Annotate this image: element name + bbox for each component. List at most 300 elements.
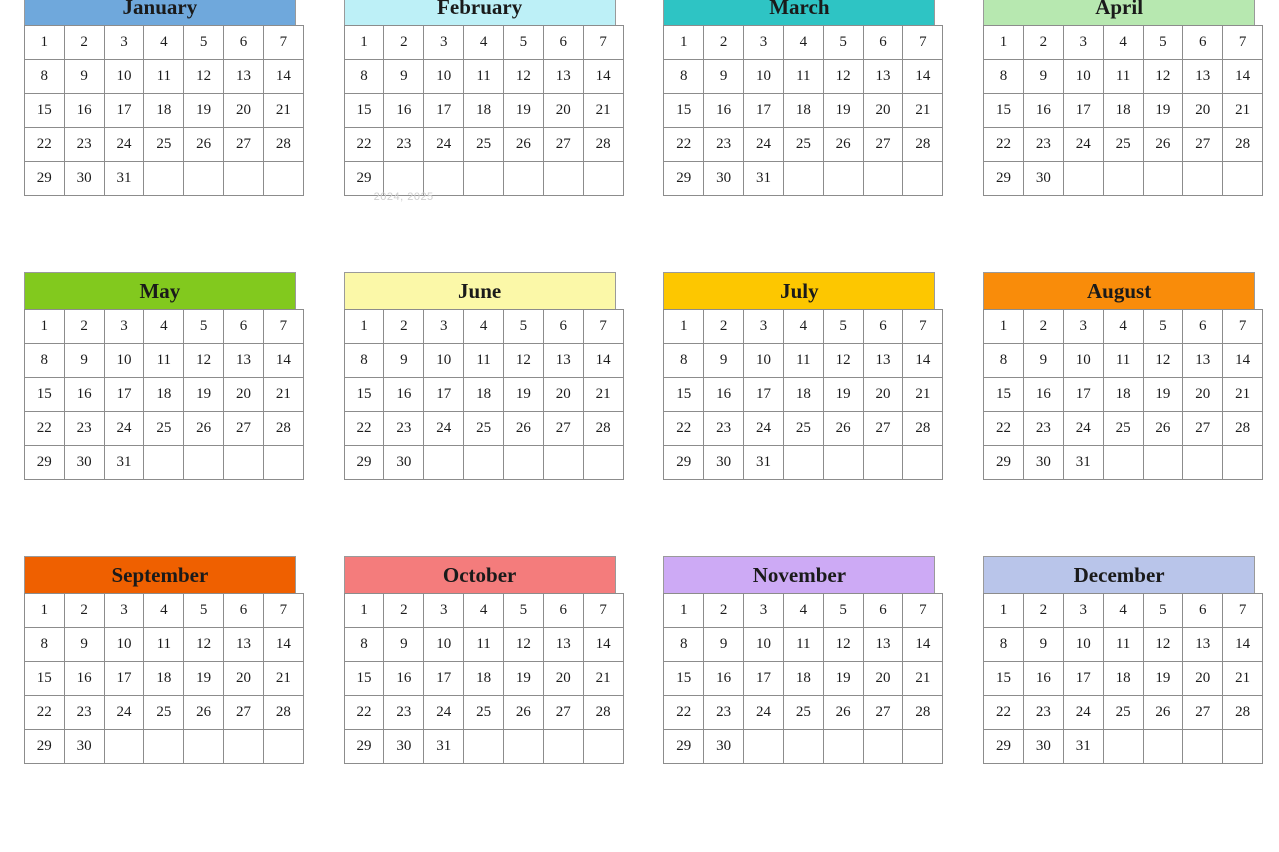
day-cell[interactable]: 4 bbox=[464, 310, 504, 344]
day-cell[interactable]: 2 bbox=[1023, 310, 1063, 344]
day-cell[interactable]: 30 bbox=[704, 162, 744, 196]
day-cell[interactable]: 19 bbox=[184, 378, 224, 412]
day-cell[interactable]: 30 bbox=[704, 730, 744, 764]
day-cell[interactable]: 3 bbox=[1063, 594, 1103, 628]
day-cell[interactable]: 6 bbox=[224, 310, 264, 344]
day-cell[interactable]: 27 bbox=[224, 412, 264, 446]
day-cell[interactable]: 28 bbox=[583, 128, 623, 162]
day-cell[interactable]: 6 bbox=[543, 594, 583, 628]
day-cell[interactable]: 12 bbox=[1143, 344, 1183, 378]
day-cell[interactable]: 24 bbox=[744, 696, 784, 730]
day-cell[interactable]: 17 bbox=[424, 662, 464, 696]
day-cell[interactable]: 1 bbox=[344, 310, 384, 344]
day-cell[interactable]: 13 bbox=[224, 60, 264, 94]
day-cell[interactable]: 8 bbox=[24, 60, 64, 94]
day-cell[interactable]: 26 bbox=[1143, 696, 1183, 730]
day-cell[interactable]: 20 bbox=[224, 662, 264, 696]
day-cell[interactable]: 14 bbox=[903, 344, 943, 378]
day-cell[interactable]: 17 bbox=[744, 662, 784, 696]
day-cell[interactable]: 14 bbox=[583, 344, 623, 378]
day-cell[interactable]: 4 bbox=[783, 26, 823, 60]
day-cell[interactable]: 18 bbox=[464, 378, 504, 412]
day-cell[interactable]: 21 bbox=[903, 378, 943, 412]
day-cell[interactable]: 7 bbox=[1223, 26, 1263, 60]
day-cell[interactable]: 25 bbox=[1103, 412, 1143, 446]
day-cell[interactable]: 1 bbox=[984, 310, 1024, 344]
day-cell[interactable]: 24 bbox=[1063, 128, 1103, 162]
day-cell[interactable]: 12 bbox=[184, 60, 224, 94]
day-cell[interactable]: 6 bbox=[543, 26, 583, 60]
day-cell[interactable]: 22 bbox=[664, 128, 704, 162]
day-cell[interactable]: 16 bbox=[64, 662, 104, 696]
day-cell[interactable]: 2 bbox=[704, 594, 744, 628]
day-cell[interactable]: 20 bbox=[224, 378, 264, 412]
day-cell[interactable]: 19 bbox=[184, 94, 224, 128]
day-cell[interactable]: 22 bbox=[344, 412, 384, 446]
day-cell[interactable]: 17 bbox=[104, 662, 144, 696]
day-cell[interactable]: 4 bbox=[144, 594, 184, 628]
day-cell[interactable]: 26 bbox=[823, 128, 863, 162]
day-cell[interactable]: 12 bbox=[504, 60, 544, 94]
day-cell[interactable]: 7 bbox=[903, 594, 943, 628]
day-cell[interactable]: 3 bbox=[1063, 26, 1103, 60]
day-cell[interactable]: 15 bbox=[344, 378, 384, 412]
day-cell[interactable]: 22 bbox=[24, 696, 64, 730]
day-cell[interactable]: 3 bbox=[424, 594, 464, 628]
day-cell[interactable]: 22 bbox=[984, 412, 1024, 446]
day-cell[interactable]: 25 bbox=[144, 128, 184, 162]
day-cell[interactable]: 17 bbox=[424, 94, 464, 128]
day-cell[interactable]: 31 bbox=[104, 446, 144, 480]
day-cell[interactable]: 5 bbox=[184, 594, 224, 628]
day-cell[interactable]: 23 bbox=[1023, 128, 1063, 162]
day-cell[interactable]: 29 bbox=[664, 446, 704, 480]
day-cell[interactable]: 5 bbox=[1143, 26, 1183, 60]
day-cell[interactable]: 22 bbox=[664, 412, 704, 446]
day-cell[interactable]: 27 bbox=[1183, 412, 1223, 446]
day-cell[interactable]: 11 bbox=[144, 344, 184, 378]
day-cell[interactable]: 10 bbox=[1063, 344, 1103, 378]
day-cell[interactable]: 10 bbox=[104, 60, 144, 94]
day-cell[interactable]: 30 bbox=[1023, 730, 1063, 764]
day-cell[interactable]: 21 bbox=[583, 378, 623, 412]
day-cell[interactable]: 31 bbox=[104, 162, 144, 196]
day-cell[interactable]: 2 bbox=[64, 310, 104, 344]
day-cell[interactable]: 17 bbox=[1063, 662, 1103, 696]
day-cell[interactable]: 2 bbox=[704, 26, 744, 60]
day-cell[interactable]: 20 bbox=[224, 94, 264, 128]
day-cell[interactable]: 3 bbox=[1063, 310, 1103, 344]
day-cell[interactable]: 5 bbox=[823, 310, 863, 344]
day-cell[interactable]: 9 bbox=[704, 628, 744, 662]
day-cell[interactable]: 18 bbox=[144, 378, 184, 412]
day-cell[interactable]: 4 bbox=[1103, 26, 1143, 60]
day-cell[interactable]: 26 bbox=[184, 696, 224, 730]
day-cell[interactable]: 31 bbox=[424, 730, 464, 764]
day-cell[interactable]: 16 bbox=[1023, 378, 1063, 412]
day-cell[interactable]: 3 bbox=[104, 26, 144, 60]
day-cell[interactable]: 1 bbox=[664, 26, 704, 60]
day-cell[interactable]: 13 bbox=[1183, 344, 1223, 378]
day-cell[interactable]: 14 bbox=[1223, 60, 1263, 94]
day-cell[interactable]: 20 bbox=[1183, 662, 1223, 696]
day-cell[interactable]: 13 bbox=[863, 344, 903, 378]
day-cell[interactable]: 23 bbox=[384, 128, 424, 162]
day-cell[interactable]: 28 bbox=[263, 412, 303, 446]
day-cell[interactable]: 8 bbox=[344, 344, 384, 378]
day-cell[interactable]: 1 bbox=[344, 594, 384, 628]
day-cell[interactable]: 25 bbox=[1103, 128, 1143, 162]
day-cell[interactable]: 18 bbox=[783, 378, 823, 412]
day-cell[interactable]: 27 bbox=[863, 128, 903, 162]
day-cell[interactable]: 22 bbox=[984, 128, 1024, 162]
day-cell[interactable]: 10 bbox=[104, 344, 144, 378]
day-cell[interactable]: 20 bbox=[1183, 378, 1223, 412]
day-cell[interactable]: 11 bbox=[1103, 344, 1143, 378]
day-cell[interactable]: 21 bbox=[1223, 378, 1263, 412]
day-cell[interactable]: 1 bbox=[24, 26, 64, 60]
day-cell[interactable]: 24 bbox=[424, 412, 464, 446]
day-cell[interactable]: 27 bbox=[1183, 128, 1223, 162]
day-cell[interactable]: 1 bbox=[984, 594, 1024, 628]
day-cell[interactable]: 22 bbox=[24, 128, 64, 162]
day-cell[interactable]: 30 bbox=[64, 162, 104, 196]
day-cell[interactable]: 10 bbox=[424, 344, 464, 378]
day-cell[interactable]: 24 bbox=[104, 128, 144, 162]
day-cell[interactable]: 21 bbox=[583, 662, 623, 696]
day-cell[interactable]: 6 bbox=[863, 594, 903, 628]
day-cell[interactable]: 26 bbox=[1143, 128, 1183, 162]
day-cell[interactable]: 12 bbox=[184, 628, 224, 662]
day-cell[interactable]: 27 bbox=[1183, 696, 1223, 730]
day-cell[interactable]: 8 bbox=[984, 60, 1024, 94]
day-cell[interactable]: 5 bbox=[823, 26, 863, 60]
day-cell[interactable]: 19 bbox=[504, 94, 544, 128]
day-cell[interactable]: 5 bbox=[504, 26, 544, 60]
day-cell[interactable]: 16 bbox=[384, 378, 424, 412]
day-cell[interactable]: 5 bbox=[1143, 594, 1183, 628]
day-cell[interactable]: 3 bbox=[744, 594, 784, 628]
day-cell[interactable]: 30 bbox=[1023, 446, 1063, 480]
day-cell[interactable]: 2 bbox=[384, 594, 424, 628]
day-cell[interactable]: 22 bbox=[984, 696, 1024, 730]
day-cell[interactable]: 3 bbox=[104, 310, 144, 344]
day-cell[interactable]: 21 bbox=[583, 94, 623, 128]
day-cell[interactable]: 27 bbox=[224, 696, 264, 730]
day-cell[interactable]: 11 bbox=[464, 60, 504, 94]
day-cell[interactable]: 21 bbox=[263, 662, 303, 696]
day-cell[interactable]: 17 bbox=[104, 378, 144, 412]
day-cell[interactable]: 6 bbox=[1183, 26, 1223, 60]
day-cell[interactable]: 12 bbox=[184, 344, 224, 378]
day-cell[interactable]: 7 bbox=[263, 26, 303, 60]
day-cell[interactable]: 4 bbox=[1103, 594, 1143, 628]
day-cell[interactable]: 28 bbox=[263, 696, 303, 730]
day-cell[interactable]: 17 bbox=[744, 94, 784, 128]
day-cell[interactable]: 23 bbox=[704, 696, 744, 730]
day-cell[interactable]: 24 bbox=[104, 696, 144, 730]
day-cell[interactable]: 9 bbox=[64, 344, 104, 378]
day-cell[interactable]: 5 bbox=[823, 594, 863, 628]
day-cell[interactable]: 9 bbox=[1023, 60, 1063, 94]
day-cell[interactable]: 13 bbox=[543, 60, 583, 94]
day-cell[interactable]: 17 bbox=[104, 94, 144, 128]
day-cell[interactable]: 12 bbox=[504, 628, 544, 662]
day-cell[interactable]: 28 bbox=[903, 412, 943, 446]
day-cell[interactable]: 24 bbox=[424, 696, 464, 730]
day-cell[interactable]: 22 bbox=[24, 412, 64, 446]
day-cell[interactable]: 18 bbox=[783, 94, 823, 128]
day-cell[interactable]: 12 bbox=[1143, 628, 1183, 662]
day-cell[interactable]: 15 bbox=[664, 662, 704, 696]
day-cell[interactable]: 5 bbox=[504, 594, 544, 628]
day-cell[interactable]: 15 bbox=[344, 662, 384, 696]
day-cell[interactable]: 7 bbox=[903, 310, 943, 344]
day-cell[interactable]: 22 bbox=[344, 128, 384, 162]
day-cell[interactable]: 21 bbox=[263, 94, 303, 128]
day-cell[interactable]: 13 bbox=[863, 60, 903, 94]
day-cell[interactable]: 14 bbox=[1223, 344, 1263, 378]
day-cell[interactable]: 23 bbox=[704, 128, 744, 162]
day-cell[interactable]: 5 bbox=[504, 310, 544, 344]
day-cell[interactable]: 7 bbox=[583, 26, 623, 60]
day-cell[interactable]: 27 bbox=[863, 696, 903, 730]
day-cell[interactable]: 15 bbox=[984, 662, 1024, 696]
day-cell[interactable]: 14 bbox=[583, 628, 623, 662]
day-cell[interactable]: 23 bbox=[384, 412, 424, 446]
day-cell[interactable]: 21 bbox=[903, 94, 943, 128]
day-cell[interactable]: 2 bbox=[384, 26, 424, 60]
day-cell[interactable]: 30 bbox=[704, 446, 744, 480]
day-cell[interactable]: 4 bbox=[783, 310, 823, 344]
day-cell[interactable]: 6 bbox=[224, 26, 264, 60]
day-cell[interactable]: 3 bbox=[744, 310, 784, 344]
day-cell[interactable]: 28 bbox=[1223, 128, 1263, 162]
day-cell[interactable]: 10 bbox=[1063, 60, 1103, 94]
day-cell[interactable]: 16 bbox=[384, 94, 424, 128]
day-cell[interactable]: 14 bbox=[903, 60, 943, 94]
day-cell[interactable]: 3 bbox=[744, 26, 784, 60]
day-cell[interactable]: 9 bbox=[384, 628, 424, 662]
day-cell[interactable]: 11 bbox=[783, 344, 823, 378]
day-cell[interactable]: 27 bbox=[863, 412, 903, 446]
day-cell[interactable]: 15 bbox=[664, 94, 704, 128]
day-cell[interactable]: 12 bbox=[823, 628, 863, 662]
day-cell[interactable]: 11 bbox=[144, 60, 184, 94]
day-cell[interactable]: 20 bbox=[863, 378, 903, 412]
day-cell[interactable]: 24 bbox=[744, 412, 784, 446]
day-cell[interactable]: 21 bbox=[263, 378, 303, 412]
day-cell[interactable]: 13 bbox=[543, 344, 583, 378]
day-cell[interactable]: 25 bbox=[464, 412, 504, 446]
day-cell[interactable]: 10 bbox=[424, 60, 464, 94]
day-cell[interactable]: 19 bbox=[184, 662, 224, 696]
day-cell[interactable]: 1 bbox=[664, 594, 704, 628]
day-cell[interactable]: 11 bbox=[464, 628, 504, 662]
day-cell[interactable]: 25 bbox=[783, 128, 823, 162]
day-cell[interactable]: 9 bbox=[704, 344, 744, 378]
day-cell[interactable]: 25 bbox=[464, 128, 504, 162]
day-cell[interactable]: 29 bbox=[344, 730, 384, 764]
day-cell[interactable]: 9 bbox=[384, 344, 424, 378]
day-cell[interactable]: 27 bbox=[543, 696, 583, 730]
day-cell[interactable]: 8 bbox=[984, 628, 1024, 662]
day-cell[interactable]: 11 bbox=[1103, 60, 1143, 94]
day-cell[interactable]: 15 bbox=[344, 94, 384, 128]
day-cell[interactable]: 16 bbox=[704, 378, 744, 412]
day-cell[interactable]: 26 bbox=[184, 412, 224, 446]
day-cell[interactable]: 29 bbox=[984, 446, 1024, 480]
day-cell[interactable]: 30 bbox=[1023, 162, 1063, 196]
day-cell[interactable]: 31 bbox=[1063, 730, 1103, 764]
day-cell[interactable]: 21 bbox=[903, 662, 943, 696]
day-cell[interactable]: 30 bbox=[64, 730, 104, 764]
day-cell[interactable]: 1 bbox=[344, 26, 384, 60]
day-cell[interactable]: 10 bbox=[744, 628, 784, 662]
day-cell[interactable]: 28 bbox=[1223, 696, 1263, 730]
day-cell[interactable]: 26 bbox=[184, 128, 224, 162]
day-cell[interactable]: 20 bbox=[543, 662, 583, 696]
day-cell[interactable]: 13 bbox=[1183, 628, 1223, 662]
day-cell[interactable]: 13 bbox=[863, 628, 903, 662]
day-cell[interactable]: 31 bbox=[744, 162, 784, 196]
day-cell[interactable]: 7 bbox=[1223, 310, 1263, 344]
day-cell[interactable]: 4 bbox=[783, 594, 823, 628]
day-cell[interactable]: 25 bbox=[144, 412, 184, 446]
day-cell[interactable]: 6 bbox=[224, 594, 264, 628]
day-cell[interactable]: 28 bbox=[903, 696, 943, 730]
day-cell[interactable]: 28 bbox=[583, 412, 623, 446]
day-cell[interactable]: 20 bbox=[543, 378, 583, 412]
day-cell[interactable]: 2 bbox=[1023, 594, 1063, 628]
day-cell[interactable]: 2 bbox=[1023, 26, 1063, 60]
day-cell[interactable]: 10 bbox=[104, 628, 144, 662]
day-cell[interactable]: 9 bbox=[64, 60, 104, 94]
day-cell[interactable]: 11 bbox=[144, 628, 184, 662]
day-cell[interactable]: 7 bbox=[1223, 594, 1263, 628]
day-cell[interactable]: 9 bbox=[1023, 628, 1063, 662]
day-cell[interactable]: 13 bbox=[224, 628, 264, 662]
day-cell[interactable]: 28 bbox=[903, 128, 943, 162]
day-cell[interactable]: 25 bbox=[464, 696, 504, 730]
day-cell[interactable]: 5 bbox=[1143, 310, 1183, 344]
day-cell[interactable]: 29 bbox=[344, 446, 384, 480]
day-cell[interactable]: 15 bbox=[24, 378, 64, 412]
day-cell[interactable]: 8 bbox=[24, 344, 64, 378]
day-cell[interactable]: 4 bbox=[464, 594, 504, 628]
day-cell[interactable]: 17 bbox=[1063, 378, 1103, 412]
day-cell[interactable]: 7 bbox=[263, 594, 303, 628]
day-cell[interactable]: 26 bbox=[504, 128, 544, 162]
day-cell[interactable]: 28 bbox=[263, 128, 303, 162]
day-cell[interactable]: 4 bbox=[1103, 310, 1143, 344]
day-cell[interactable]: 15 bbox=[24, 94, 64, 128]
day-cell[interactable]: 29 bbox=[24, 730, 64, 764]
day-cell[interactable]: 27 bbox=[543, 128, 583, 162]
day-cell[interactable]: 1 bbox=[24, 310, 64, 344]
day-cell[interactable]: 24 bbox=[104, 412, 144, 446]
day-cell[interactable]: 18 bbox=[1103, 94, 1143, 128]
day-cell[interactable]: 23 bbox=[64, 696, 104, 730]
day-cell[interactable]: 26 bbox=[1143, 412, 1183, 446]
day-cell[interactable]: 26 bbox=[504, 696, 544, 730]
day-cell[interactable]: 20 bbox=[863, 94, 903, 128]
day-cell[interactable]: 26 bbox=[823, 412, 863, 446]
day-cell[interactable]: 8 bbox=[344, 628, 384, 662]
day-cell[interactable]: 1 bbox=[984, 26, 1024, 60]
day-cell[interactable]: 20 bbox=[543, 94, 583, 128]
day-cell[interactable]: 18 bbox=[144, 662, 184, 696]
day-cell[interactable]: 19 bbox=[823, 378, 863, 412]
day-cell[interactable]: 25 bbox=[783, 412, 823, 446]
day-cell[interactable]: 8 bbox=[24, 628, 64, 662]
day-cell[interactable]: 11 bbox=[464, 344, 504, 378]
day-cell[interactable]: 30 bbox=[384, 730, 424, 764]
day-cell[interactable]: 24 bbox=[424, 128, 464, 162]
day-cell[interactable]: 25 bbox=[144, 696, 184, 730]
day-cell[interactable]: 29 bbox=[24, 162, 64, 196]
day-cell[interactable]: 20 bbox=[1183, 94, 1223, 128]
day-cell[interactable]: 8 bbox=[664, 60, 704, 94]
day-cell[interactable]: 2 bbox=[704, 310, 744, 344]
day-cell[interactable]: 12 bbox=[823, 344, 863, 378]
day-cell[interactable]: 15 bbox=[664, 378, 704, 412]
day-cell[interactable]: 23 bbox=[1023, 696, 1063, 730]
day-cell[interactable]: 1 bbox=[664, 310, 704, 344]
day-cell[interactable]: 19 bbox=[1143, 94, 1183, 128]
day-cell[interactable]: 16 bbox=[1023, 662, 1063, 696]
day-cell[interactable]: 19 bbox=[504, 378, 544, 412]
day-cell[interactable]: 29 bbox=[664, 730, 704, 764]
day-cell[interactable]: 23 bbox=[64, 128, 104, 162]
day-cell[interactable]: 7 bbox=[263, 310, 303, 344]
day-cell[interactable]: 6 bbox=[863, 26, 903, 60]
day-cell[interactable]: 4 bbox=[144, 26, 184, 60]
day-cell[interactable]: 8 bbox=[664, 628, 704, 662]
day-cell[interactable]: 14 bbox=[903, 628, 943, 662]
day-cell[interactable]: 23 bbox=[64, 412, 104, 446]
day-cell[interactable]: 29 bbox=[24, 446, 64, 480]
day-cell[interactable]: 27 bbox=[224, 128, 264, 162]
day-cell[interactable]: 28 bbox=[583, 696, 623, 730]
day-cell[interactable]: 2 bbox=[64, 594, 104, 628]
day-cell[interactable]: 3 bbox=[104, 594, 144, 628]
day-cell[interactable]: 18 bbox=[1103, 662, 1143, 696]
day-cell[interactable]: 29 bbox=[344, 162, 384, 196]
day-cell[interactable]: 30 bbox=[64, 446, 104, 480]
day-cell[interactable]: 30 bbox=[384, 446, 424, 480]
day-cell[interactable]: 19 bbox=[823, 94, 863, 128]
day-cell[interactable]: 13 bbox=[224, 344, 264, 378]
day-cell[interactable]: 18 bbox=[783, 662, 823, 696]
day-cell[interactable]: 6 bbox=[863, 310, 903, 344]
day-cell[interactable]: 18 bbox=[464, 94, 504, 128]
day-cell[interactable]: 4 bbox=[464, 26, 504, 60]
day-cell[interactable]: 12 bbox=[1143, 60, 1183, 94]
day-cell[interactable]: 14 bbox=[263, 628, 303, 662]
day-cell[interactable]: 19 bbox=[823, 662, 863, 696]
day-cell[interactable]: 5 bbox=[184, 310, 224, 344]
day-cell[interactable]: 5 bbox=[184, 26, 224, 60]
day-cell[interactable]: 14 bbox=[263, 344, 303, 378]
day-cell[interactable]: 15 bbox=[984, 378, 1024, 412]
day-cell[interactable]: 29 bbox=[664, 162, 704, 196]
day-cell[interactable]: 24 bbox=[744, 128, 784, 162]
day-cell[interactable]: 6 bbox=[1183, 594, 1223, 628]
day-cell[interactable]: 12 bbox=[823, 60, 863, 94]
day-cell[interactable]: 10 bbox=[744, 60, 784, 94]
day-cell[interactable]: 18 bbox=[144, 94, 184, 128]
